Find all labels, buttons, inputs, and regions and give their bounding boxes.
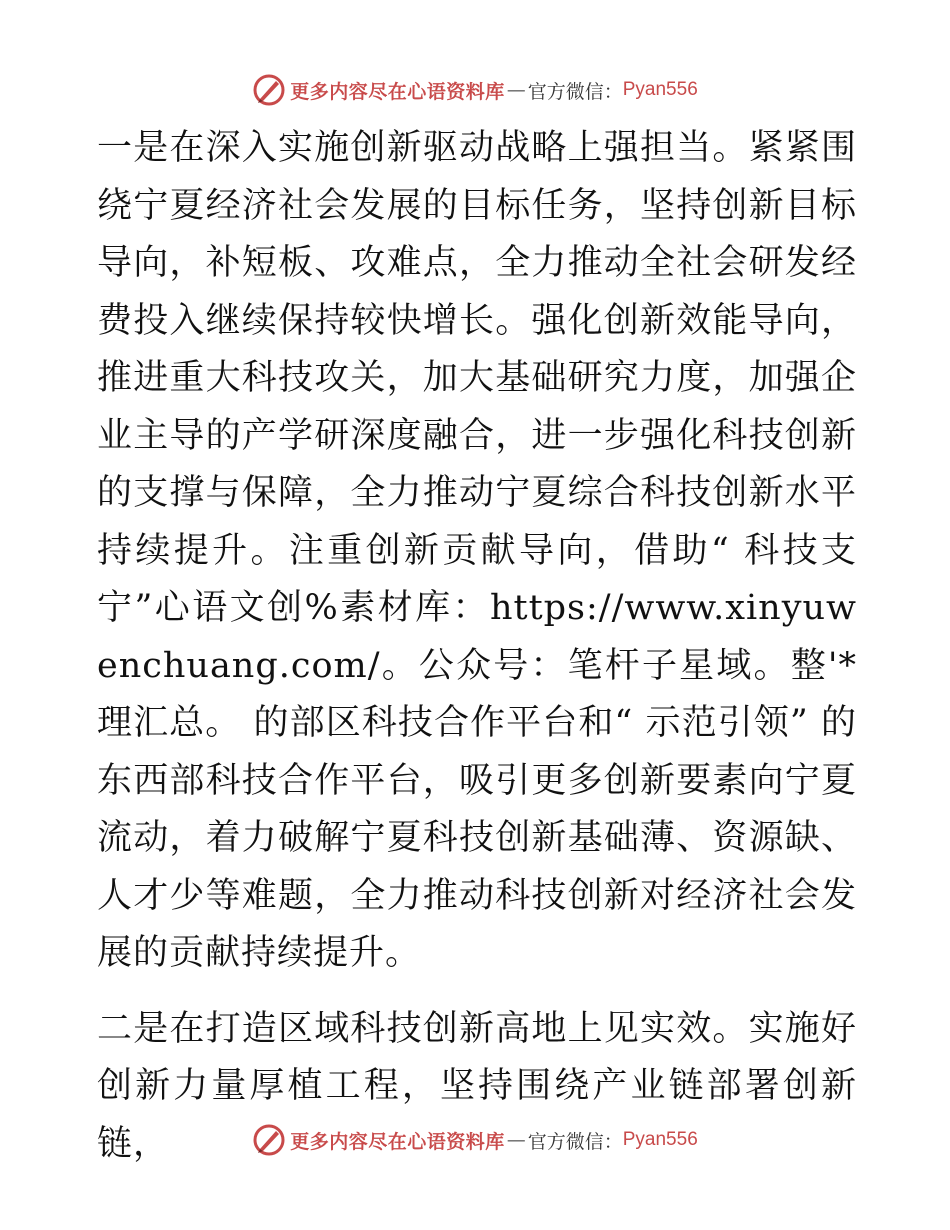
paragraph-2: 二是在打造区域科技创新高地上见实效。实施好创新力量厚植工程，坚持围绕产业链部署创新链， bbox=[97, 1008, 857, 1164]
paragraph-1: 一是在深入实施创新驱动战略上强担当。紧紧围绕宁夏经济社会发展的目标任务，坚持创新目标导向，补短板、攻难点，全力推动全社会研发经费投入继续保持较快增长。强化创新效能导向，推进重大科技攻关，加大基础研究力度，加强企业主导的产学研深度融合，进一步强化科技创新的支撑与保障，全力推动宁夏综合科技创新水平持续提升。注重创新贡献导向，借助“ 科技支宁”心语文创%素材库：https://www.xinyuwenchuang.com/。公众号：笔杆子星域。整'*理汇总。 的部区科技合作平台和“ 示范引领” 的东西部科技合作平台，吸引更多创新要素向宁夏流动，着力破解宁夏科技创新基础薄、资源缺、人才少等难题，全力推动科技创新对经济社会发展的贡献持续提升。 bbox=[97, 128, 857, 973]
watermark-id: Pyan556 bbox=[622, 1129, 698, 1150]
document-body bbox=[97, 120, 857, 1173]
footer-watermark bbox=[0, 1120, 950, 1160]
watermark-label: 官方微信： bbox=[527, 1130, 623, 1153]
watermark-main-text: 更多内容尽在心语资料库 bbox=[290, 1130, 505, 1153]
quill-logo-icon bbox=[252, 73, 286, 107]
quill-logo-icon bbox=[252, 1123, 286, 1157]
watermark-main-text: 更多内容尽在心语资料库 bbox=[290, 80, 505, 103]
watermark-separator: — bbox=[506, 79, 526, 101]
watermark-label: 官方微信： bbox=[527, 80, 623, 103]
header-watermark bbox=[0, 70, 950, 110]
watermark-id: Pyan556 bbox=[622, 79, 698, 100]
watermark-separator: — bbox=[506, 1129, 526, 1151]
